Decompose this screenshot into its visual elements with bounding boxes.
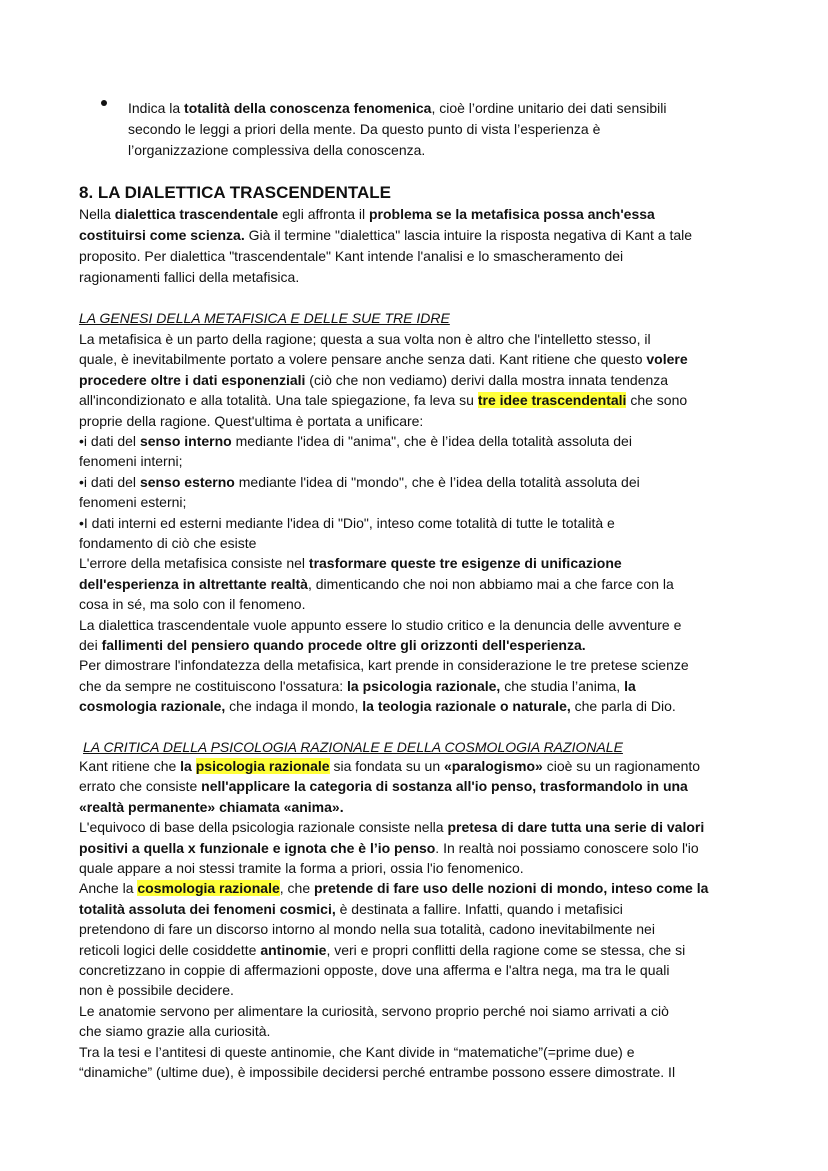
bold-text: la teologia razionale o naturale, — [362, 698, 571, 715]
paragraph-line: concretizzano in coppie di affermazioni opposte, dove una afferma e l'altra nega, ma tra le quali — [79, 962, 670, 978]
bold-text: nell'applicare la categoria di sostanza all'io penso, trasformandolo in una — [201, 778, 688, 795]
paragraph-line: fenomeni interni; — [79, 453, 183, 470]
paragraph-line: Le anatomie servono per alimentare la curiosità, servono proprio perché noi siamo arrivati a ciò — [79, 1002, 669, 1019]
paragraph-line — [79, 797, 344, 817]
paragraph-line: Kant ritiene che la psicologia razionale sia fondata su un «paralogismo» cioè su un ragionamento — [79, 758, 701, 774]
bold-text: trasformare queste tre esigenze di unificazione — [308, 555, 622, 572]
highlighted-text: psicologia razionale — [195, 758, 330, 774]
paragraph-line: non è possibile decidere. — [79, 982, 234, 999]
bold-text: «realtà permanente» chiamata «anima». — [79, 798, 344, 815]
bold-text: senso interno — [139, 433, 232, 449]
bold-text: volere — [646, 351, 688, 368]
paragraph-line: proposito. Per dialettica "trascendentale" Kant intende l'analisi e lo smascheramento dei — [79, 248, 624, 264]
paragraph-line: procedere oltre i dati esponenziali (ciò che non vediamo) derivi dalla mostra innata tendenza — [79, 371, 669, 388]
paragraph-line: “dinamiche” (ultime due), è impossibile decidersi perché entrambe possono essere dimostrate. Il — [79, 1064, 676, 1080]
bold-text: cosmologia razionale, — [79, 698, 226, 715]
paragraph-line: costituirsi come scienza. Già il termine "dialettica" lascia intuire la risposta negativa di Kant a tale — [79, 227, 693, 243]
paragraph-line: Nella dialettica trascendentale egli affronta il problema se la metafisica possa anch'essa — [79, 206, 655, 222]
highlighted-text: tre idee trascendentali — [477, 392, 627, 409]
bold-text: dialettica trascendentale — [114, 206, 279, 222]
paragraph-line: all'incondizionato e alla totalità. Una tale spiegazione, fa leva su tre idee trascendentali che sono — [79, 392, 688, 409]
subsection-heading: LA CRITICA DELLA PSICOLOGIA RAZIONALE E DELLA COSMOLOGIA RAZIONALE — [83, 739, 623, 755]
paragraph-line: cosmologia razionale, che indaga il mondo, la teologia razionale o naturale, che parla di Dio. — [79, 698, 676, 715]
bullet-line: l’organizzazione complessiva della conoscenza. — [128, 142, 426, 158]
bold-text: «paralogismo» — [444, 758, 543, 774]
paragraph-line: cosa in sé, ma solo con il fenomeno. — [79, 596, 306, 613]
bold-text: costituirsi come scienza. — [79, 227, 245, 243]
paragraph-line: che siamo grazie alla curiosità. — [79, 1023, 271, 1040]
bold-text: la psicologia razionale, — [347, 677, 501, 694]
bold-text: dell'esperienza in altrettante realtà — [79, 575, 308, 592]
paragraph-line: dei fallimenti del pensiero quando procede oltre gli orizzonti dell'esperienza. — [79, 637, 586, 653]
paragraph-line: Anche la cosmologia razionale, che pretende di fare uso delle nozioni di mondo, inteso come la — [79, 880, 709, 897]
paragraph-line: reticoli logici delle cosiddette antinomie, veri e propri conflitti della ragione come se stessa, che si — [79, 941, 686, 958]
paragraph-line: •i dati del senso esterno mediante l'idea di "mondo", che è l’idea della totalità assoluta dei — [79, 473, 640, 490]
highlighted-text: cosmologia razionale — [137, 880, 280, 897]
paragraph-line: quale appare a noi stessi tramite la forma a priori, ossia l'io fenomenico. — [79, 860, 524, 876]
paragraph-line: •i dati del senso interno mediante l'idea di "anima", che è l’idea della totalità assoluta dei — [79, 433, 632, 449]
bold-text: la — [624, 677, 636, 694]
bold-text: la — [180, 758, 196, 774]
bold-text: totalità della conoscenza fenomenica — [184, 100, 432, 116]
paragraph-line: proprie della ragione. Quest'ultima è portata a unificare: — [79, 412, 424, 429]
paragraph-line: dell'esperienza in altrettante realtà, dimenticando che noi non abbiamo mai a che farce con la — [79, 575, 674, 592]
paragraph-line: fondamento di ciò che esiste — [79, 535, 257, 551]
bold-text: positivi a quella x funzionale e ignota che è l’io penso — [79, 839, 436, 856]
bold-text: problema se la metafisica possa anch'essa — [369, 206, 655, 222]
paragraph-line: fenomeni esterni; — [79, 494, 187, 511]
paragraph-line: pretendono di fare un discorso intorno al mondo nella sua totalità, cadono inevitabilmente nei — [79, 921, 655, 938]
paragraph-line: positivi a quella x funzionale e ignota che è l’io penso. In realtà noi possiamo conoscere solo l'io — [79, 839, 699, 856]
bold-text: fallimenti del pensiero quando procede oltre gli orizzonti dell'esperienza. — [101, 637, 586, 653]
bold-text: senso esterno — [139, 473, 235, 490]
paragraph-line: che da sempre ne costituiscono l'ossatura: la psicologia razionale, che studia l’anima, la — [79, 677, 636, 694]
paragraph-line: errato che consiste nell'applicare la categoria di sostanza all'io penso, trasformandolo in una — [79, 778, 688, 795]
section-heading: 8. LA DIALETTICA TRASCENDENTALE — [79, 183, 391, 202]
paragraph-line: •I dati interni ed esterni mediante l'idea di "Dio", inteso come totalità di tutte le totalità e — [79, 514, 615, 531]
paragraph-line: ragionamenti fallici della metafisica. — [79, 269, 300, 285]
bullet-line: Indica la totalità della conoscenza fenomenica, cioè l’ordine unitario dei dati sensibili — [128, 100, 667, 116]
paragraph-line: quale, è inevitabilmente portato a volere pensare anche senza dati. Kant ritiene che questo volere — [79, 351, 688, 368]
bold-text: procedere oltre i dati esponenziali — [79, 371, 306, 388]
paragraph-line: Per dimostrare l'infondatezza della metafisica, kart prende in considerazione le tre pretese scienze — [79, 657, 689, 674]
bullet-icon — [101, 100, 107, 106]
paragraph-line: L'errore della metafisica consiste nel trasformare queste tre esigenze di unificazione — [79, 555, 622, 572]
bold-text: pretende di fare uso delle nozioni di mondo, inteso come la — [314, 880, 709, 897]
paragraph-line: La metafisica è un parto della ragione; questa a sua volta non è altro che l'intelletto stesso, il — [79, 331, 651, 347]
bold-text: totalità assoluta dei fenomeni cosmici, — [79, 900, 336, 917]
paragraph-line: totalità assoluta dei fenomeni cosmici, è destinata a fallire. Infatti, quando i metafisici — [79, 900, 623, 917]
subsection-heading: LA GENESI DELLA METAFISICA E DELLE SUE TRE IDRE — [79, 310, 450, 326]
bold-text: antinomie — [260, 941, 327, 958]
bold-text: pretesa di dare tutta una serie di valori — [447, 819, 705, 836]
paragraph-line: La dialettica trascendentale vuole appunto essere lo studio critico e la denuncia delle avventure e — [79, 616, 682, 633]
paragraph-line: Tra la tesi e l’antitesi di queste antinomie, che Kant divide in “matematiche”(=prime due) e — [79, 1043, 635, 1060]
bullet-line: secondo le leggi a priori della mente. Da questo punto di vista l’esperienza è — [128, 121, 601, 137]
paragraph-line: L'equivoco di base della psicologia razionale consiste nella pretesa di dare tutta una serie di valori — [79, 819, 705, 836]
